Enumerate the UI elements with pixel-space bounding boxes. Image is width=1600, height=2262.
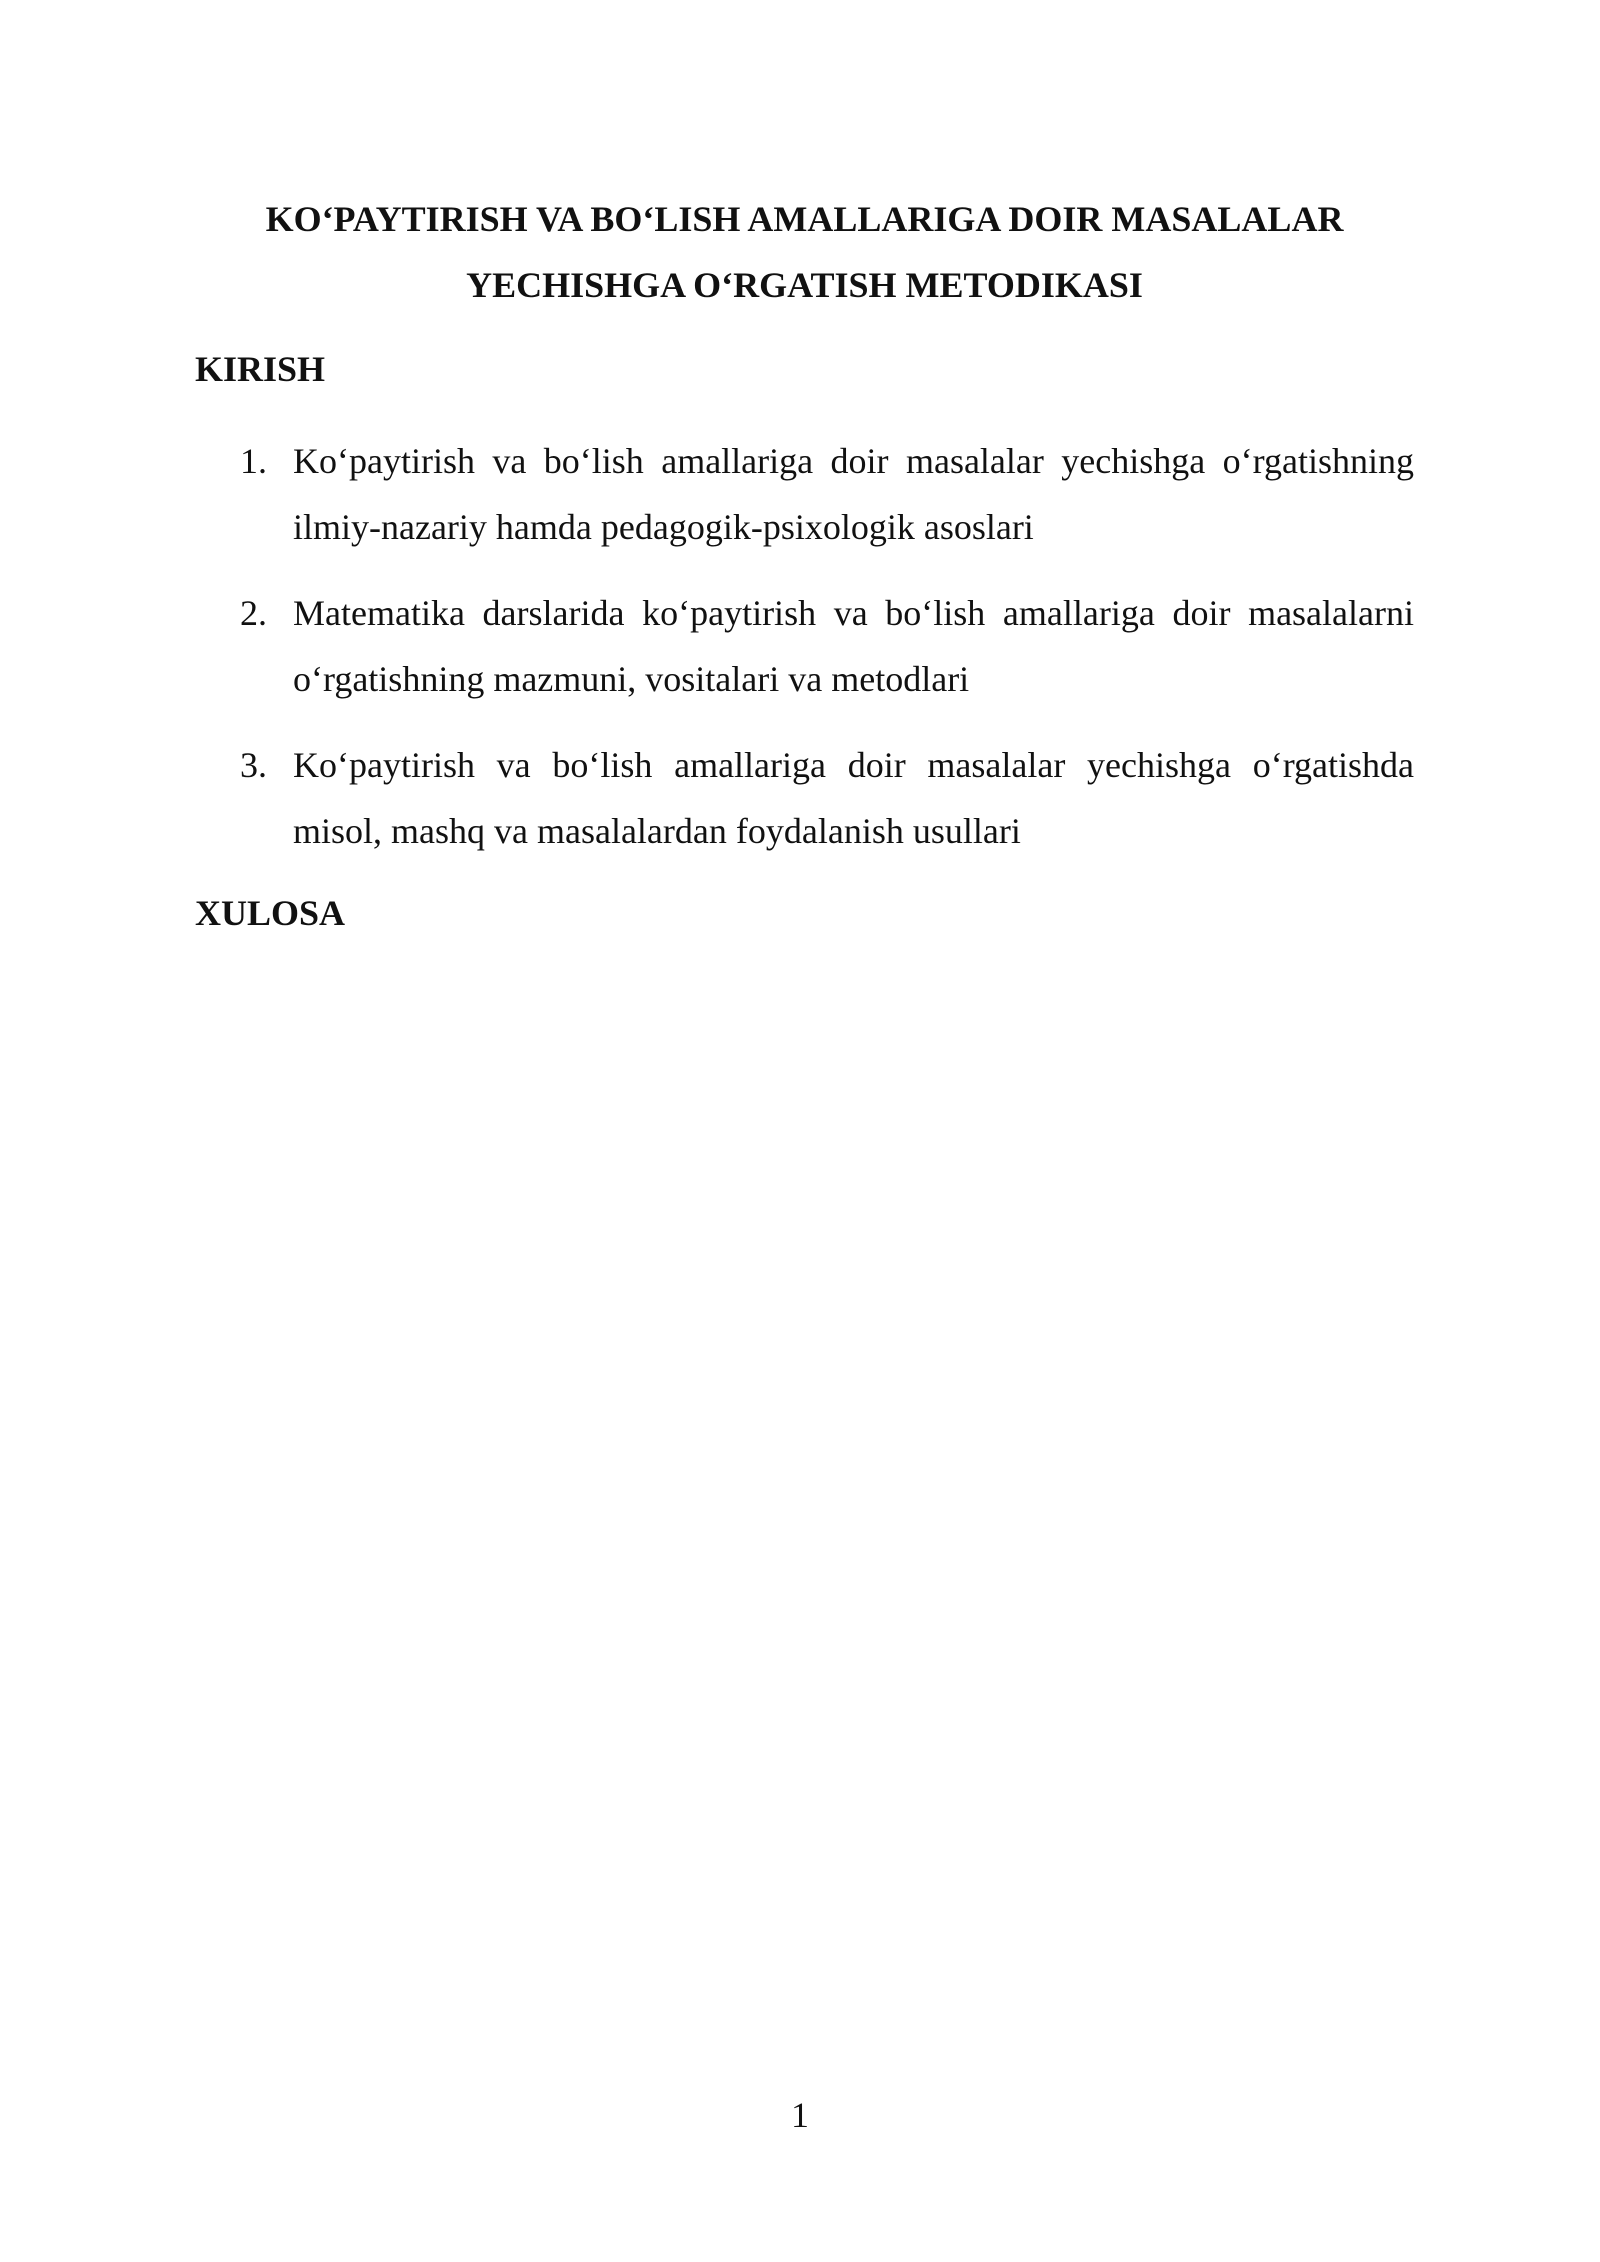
- toc-item-text: Ko‘paytirish va bo‘lish amallariga doir masalalar yechishga o‘rgatishda misol, mashq va masalalardan foydalanish usullari: [293, 745, 1414, 851]
- document-title: [195, 186, 1414, 318]
- intro-heading: KIRISH: [195, 349, 326, 389]
- toc-item-3: [195, 732, 1414, 864]
- conclusion-heading: XULOSA: [195, 893, 346, 933]
- title-line-2: YECHISHGA O‘RGATISH METODIKASI: [466, 265, 1143, 305]
- page-number: 1: [791, 2095, 809, 2135]
- toc-item-text: Ko‘paytirish va bo‘lish amallariga doir masalalar yechishga o‘rgatishning ilmiy-nazariy hamda pedagogik-psixologik asoslari: [293, 441, 1414, 547]
- toc-item-number: 3.: [240, 745, 267, 785]
- toc-item-number: 1.: [240, 441, 267, 481]
- toc-item-1: [195, 428, 1414, 560]
- title-line-1: KO‘PAYTIRISH VA BO‘LISH AMALLARIGA DOIR MASALALAR: [265, 199, 1344, 239]
- toc-item-text: Matematika darslarida ko‘paytirish va bo‘lish amallariga doir masalalarni o‘rgatishning mazmuni, vositalari va metodlari: [293, 593, 1414, 699]
- toc-item-number: 2.: [240, 593, 267, 633]
- toc-item-2: [195, 580, 1414, 712]
- toc-list: [195, 428, 1414, 884]
